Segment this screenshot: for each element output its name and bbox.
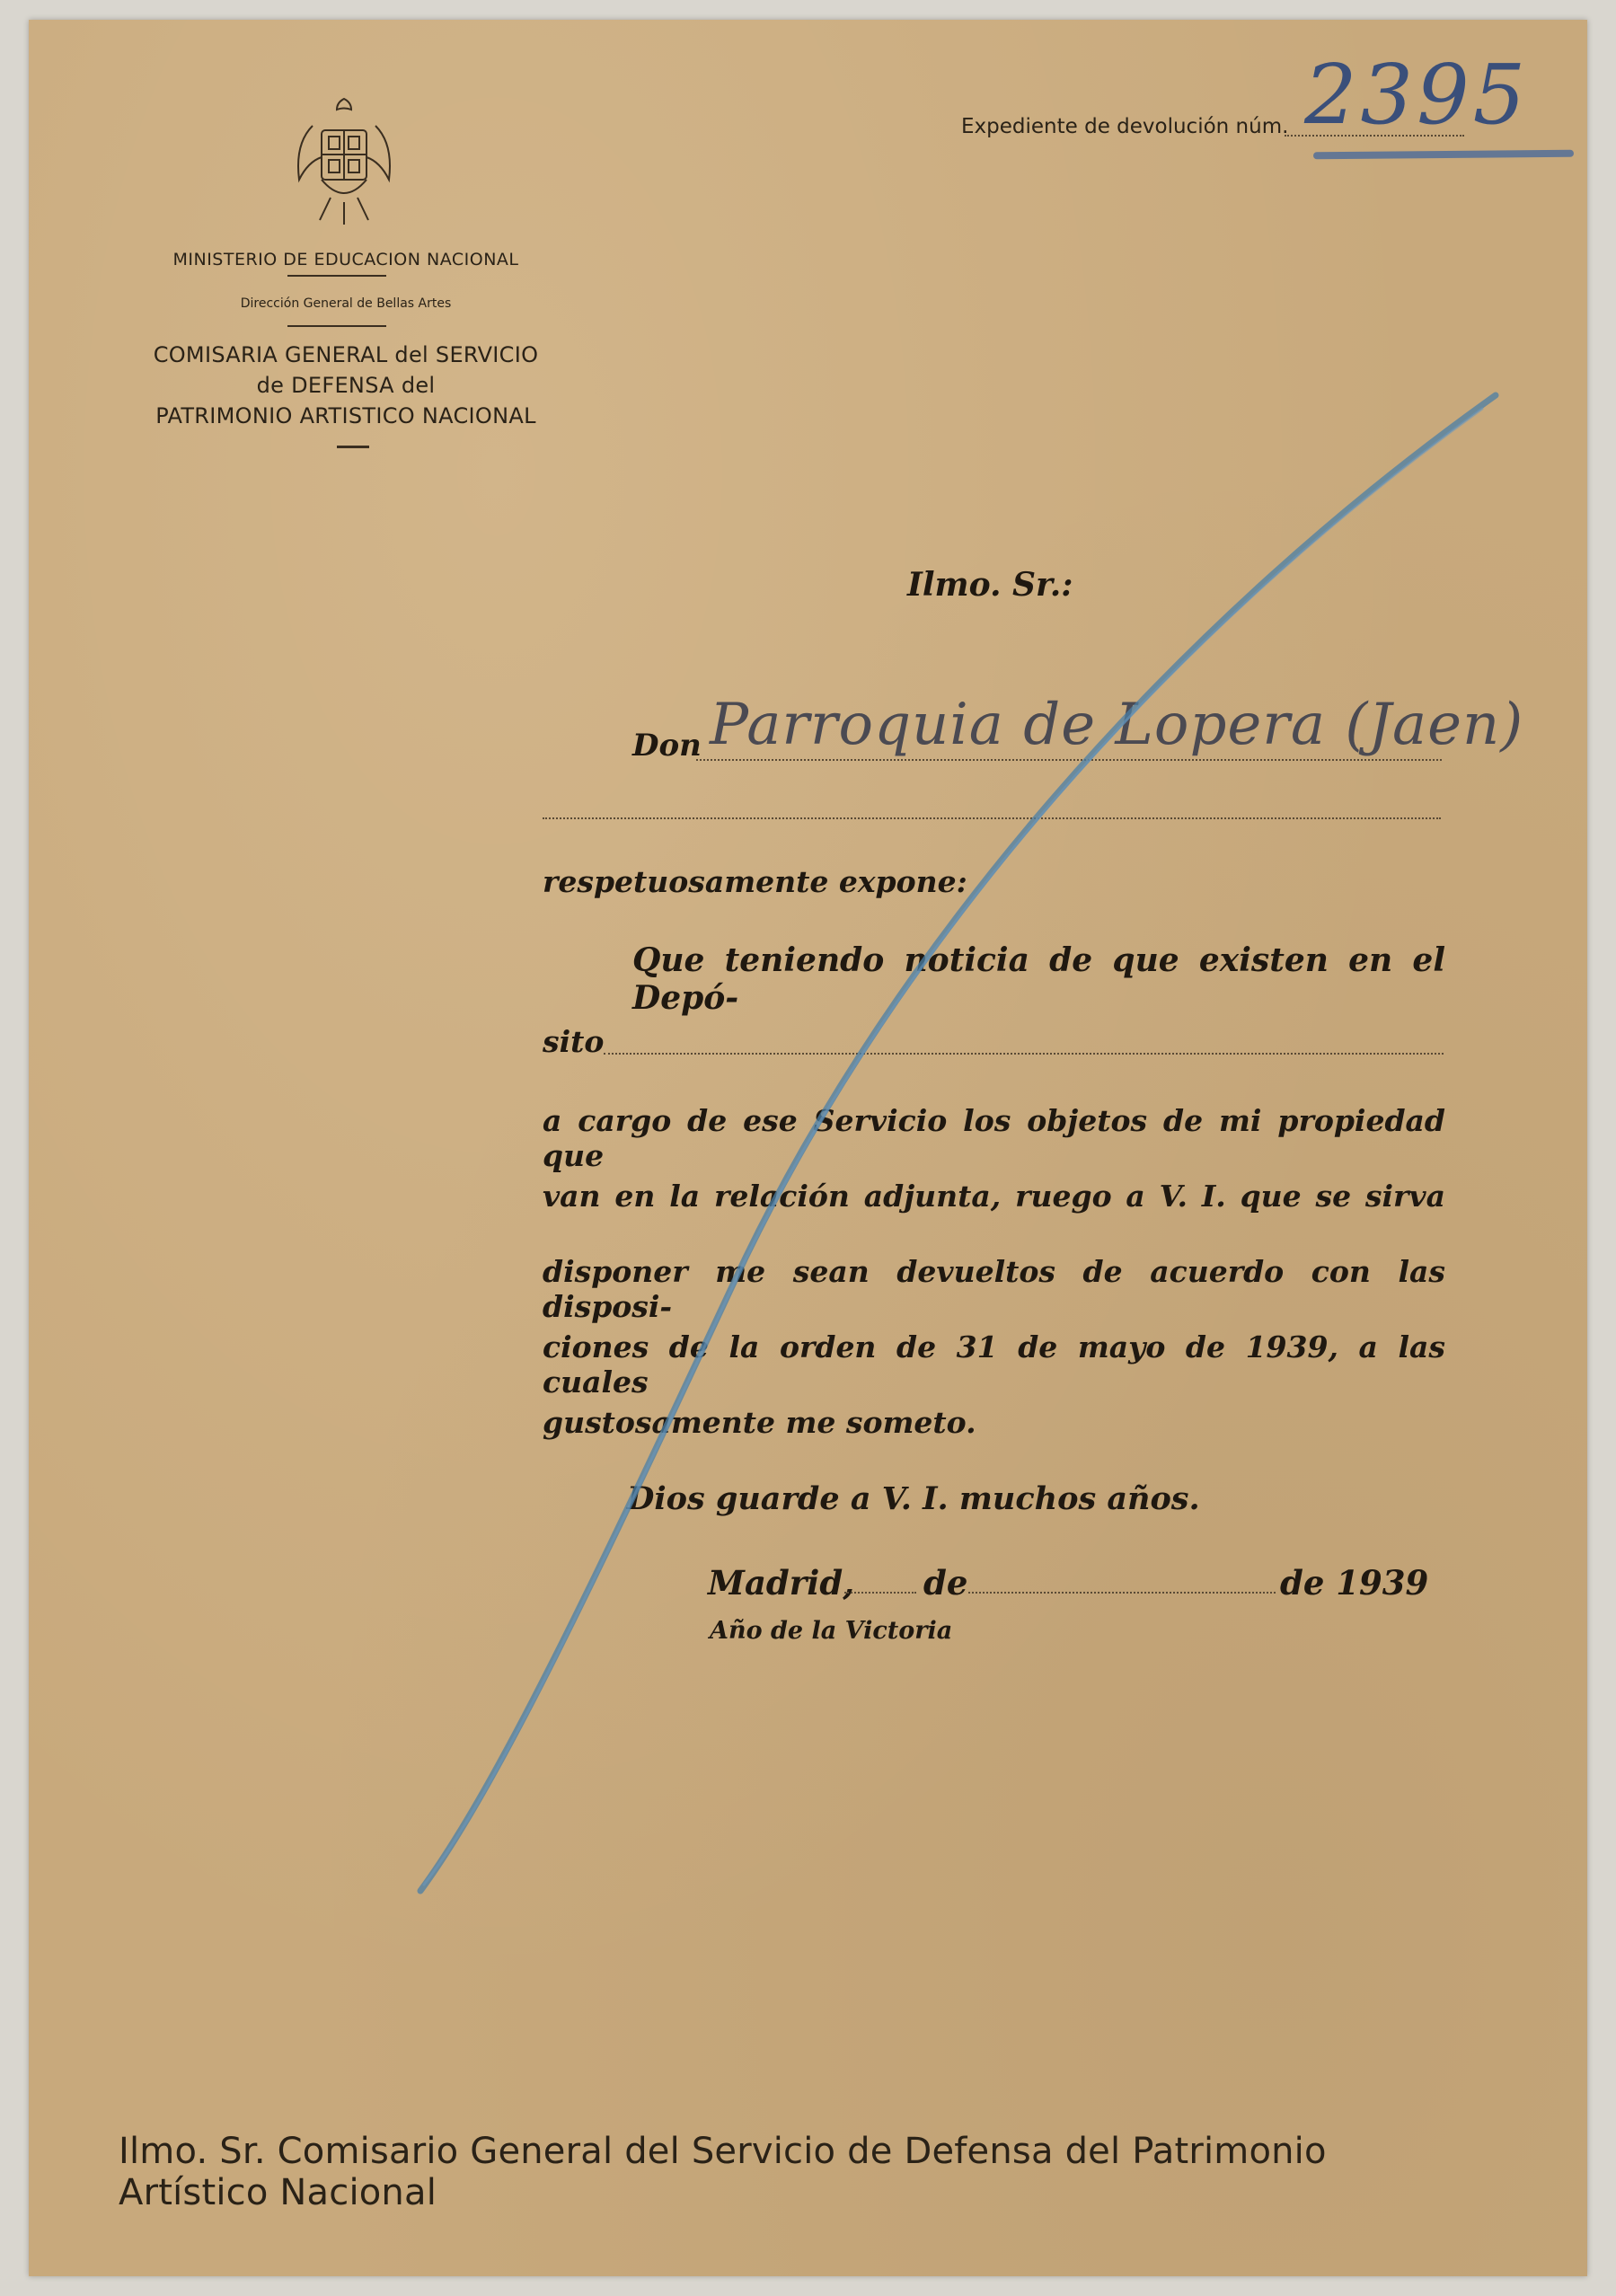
sito-label: sito xyxy=(543,1024,605,1059)
expediente-label: Expediente de devolución núm. xyxy=(961,115,1289,138)
comisaria-line-3: PATRIMONIO ARTISTICO NACIONAL xyxy=(155,403,536,428)
year-label: de 1939 xyxy=(1280,1563,1429,1603)
salutation: Ilmo. Sr.: xyxy=(907,566,1073,604)
comisaria-line-1: COMISARIA GENERAL del SERVICIO xyxy=(153,342,539,367)
month-dotted-line xyxy=(968,1592,1276,1594)
letterhead-dash xyxy=(337,446,369,448)
ministerio-heading: MINISTERIO DE EDUCACION NACIONAL xyxy=(172,250,519,269)
footer-addressee: Ilmo. Sr. Comisario General del Servicio de Defensa del Patrimonio Artístico Nacional xyxy=(119,2131,1327,2213)
expediente-number: 2395 xyxy=(1304,47,1530,143)
body-line-5: disponer me sean devueltos de acuerdo con las disposi- xyxy=(543,1254,1445,1324)
don-dotted-line xyxy=(696,759,1442,761)
don-second-dotted-line xyxy=(543,817,1441,819)
day-dotted-line xyxy=(844,1592,916,1594)
dios-guarde-line: Dios guarde a V. I. muchos años. xyxy=(627,1480,1200,1517)
body-line-7: gustosamente me someto. xyxy=(543,1405,976,1440)
letterhead-divider xyxy=(287,275,386,277)
comisaria-line-2: de DEFENSA del xyxy=(256,373,436,398)
deposito-dotted-line xyxy=(604,1053,1444,1055)
expone-line: respetuosamente expone: xyxy=(543,864,967,899)
body-line-4: van en la relación adjunta, ruego a V. I. que se sirva xyxy=(543,1179,1445,1214)
body-line-1: Que teniendo noticia de que existen en el Depó- xyxy=(632,941,1445,1017)
de-label: de xyxy=(923,1563,968,1603)
don-label: Don xyxy=(632,728,702,764)
body-line-6: ciones de la orden de 31 de mayo de 1939, a las cuales xyxy=(543,1329,1445,1400)
don-handwritten-name: Parroquia de Lopera (Jaen) xyxy=(710,692,1524,758)
direccion-heading: Dirección General de Bellas Artes xyxy=(240,296,452,311)
madrid-label: Madrid, xyxy=(708,1563,855,1603)
ano-victoria-label: Año de la Victoria xyxy=(710,1617,953,1645)
coat-of-arms-icon xyxy=(286,90,402,234)
letterhead-divider xyxy=(287,325,386,327)
comisaria-heading xyxy=(135,340,557,431)
body-line-3: a cargo de ese Servicio los objetos de mi propiedad que xyxy=(543,1103,1445,1173)
